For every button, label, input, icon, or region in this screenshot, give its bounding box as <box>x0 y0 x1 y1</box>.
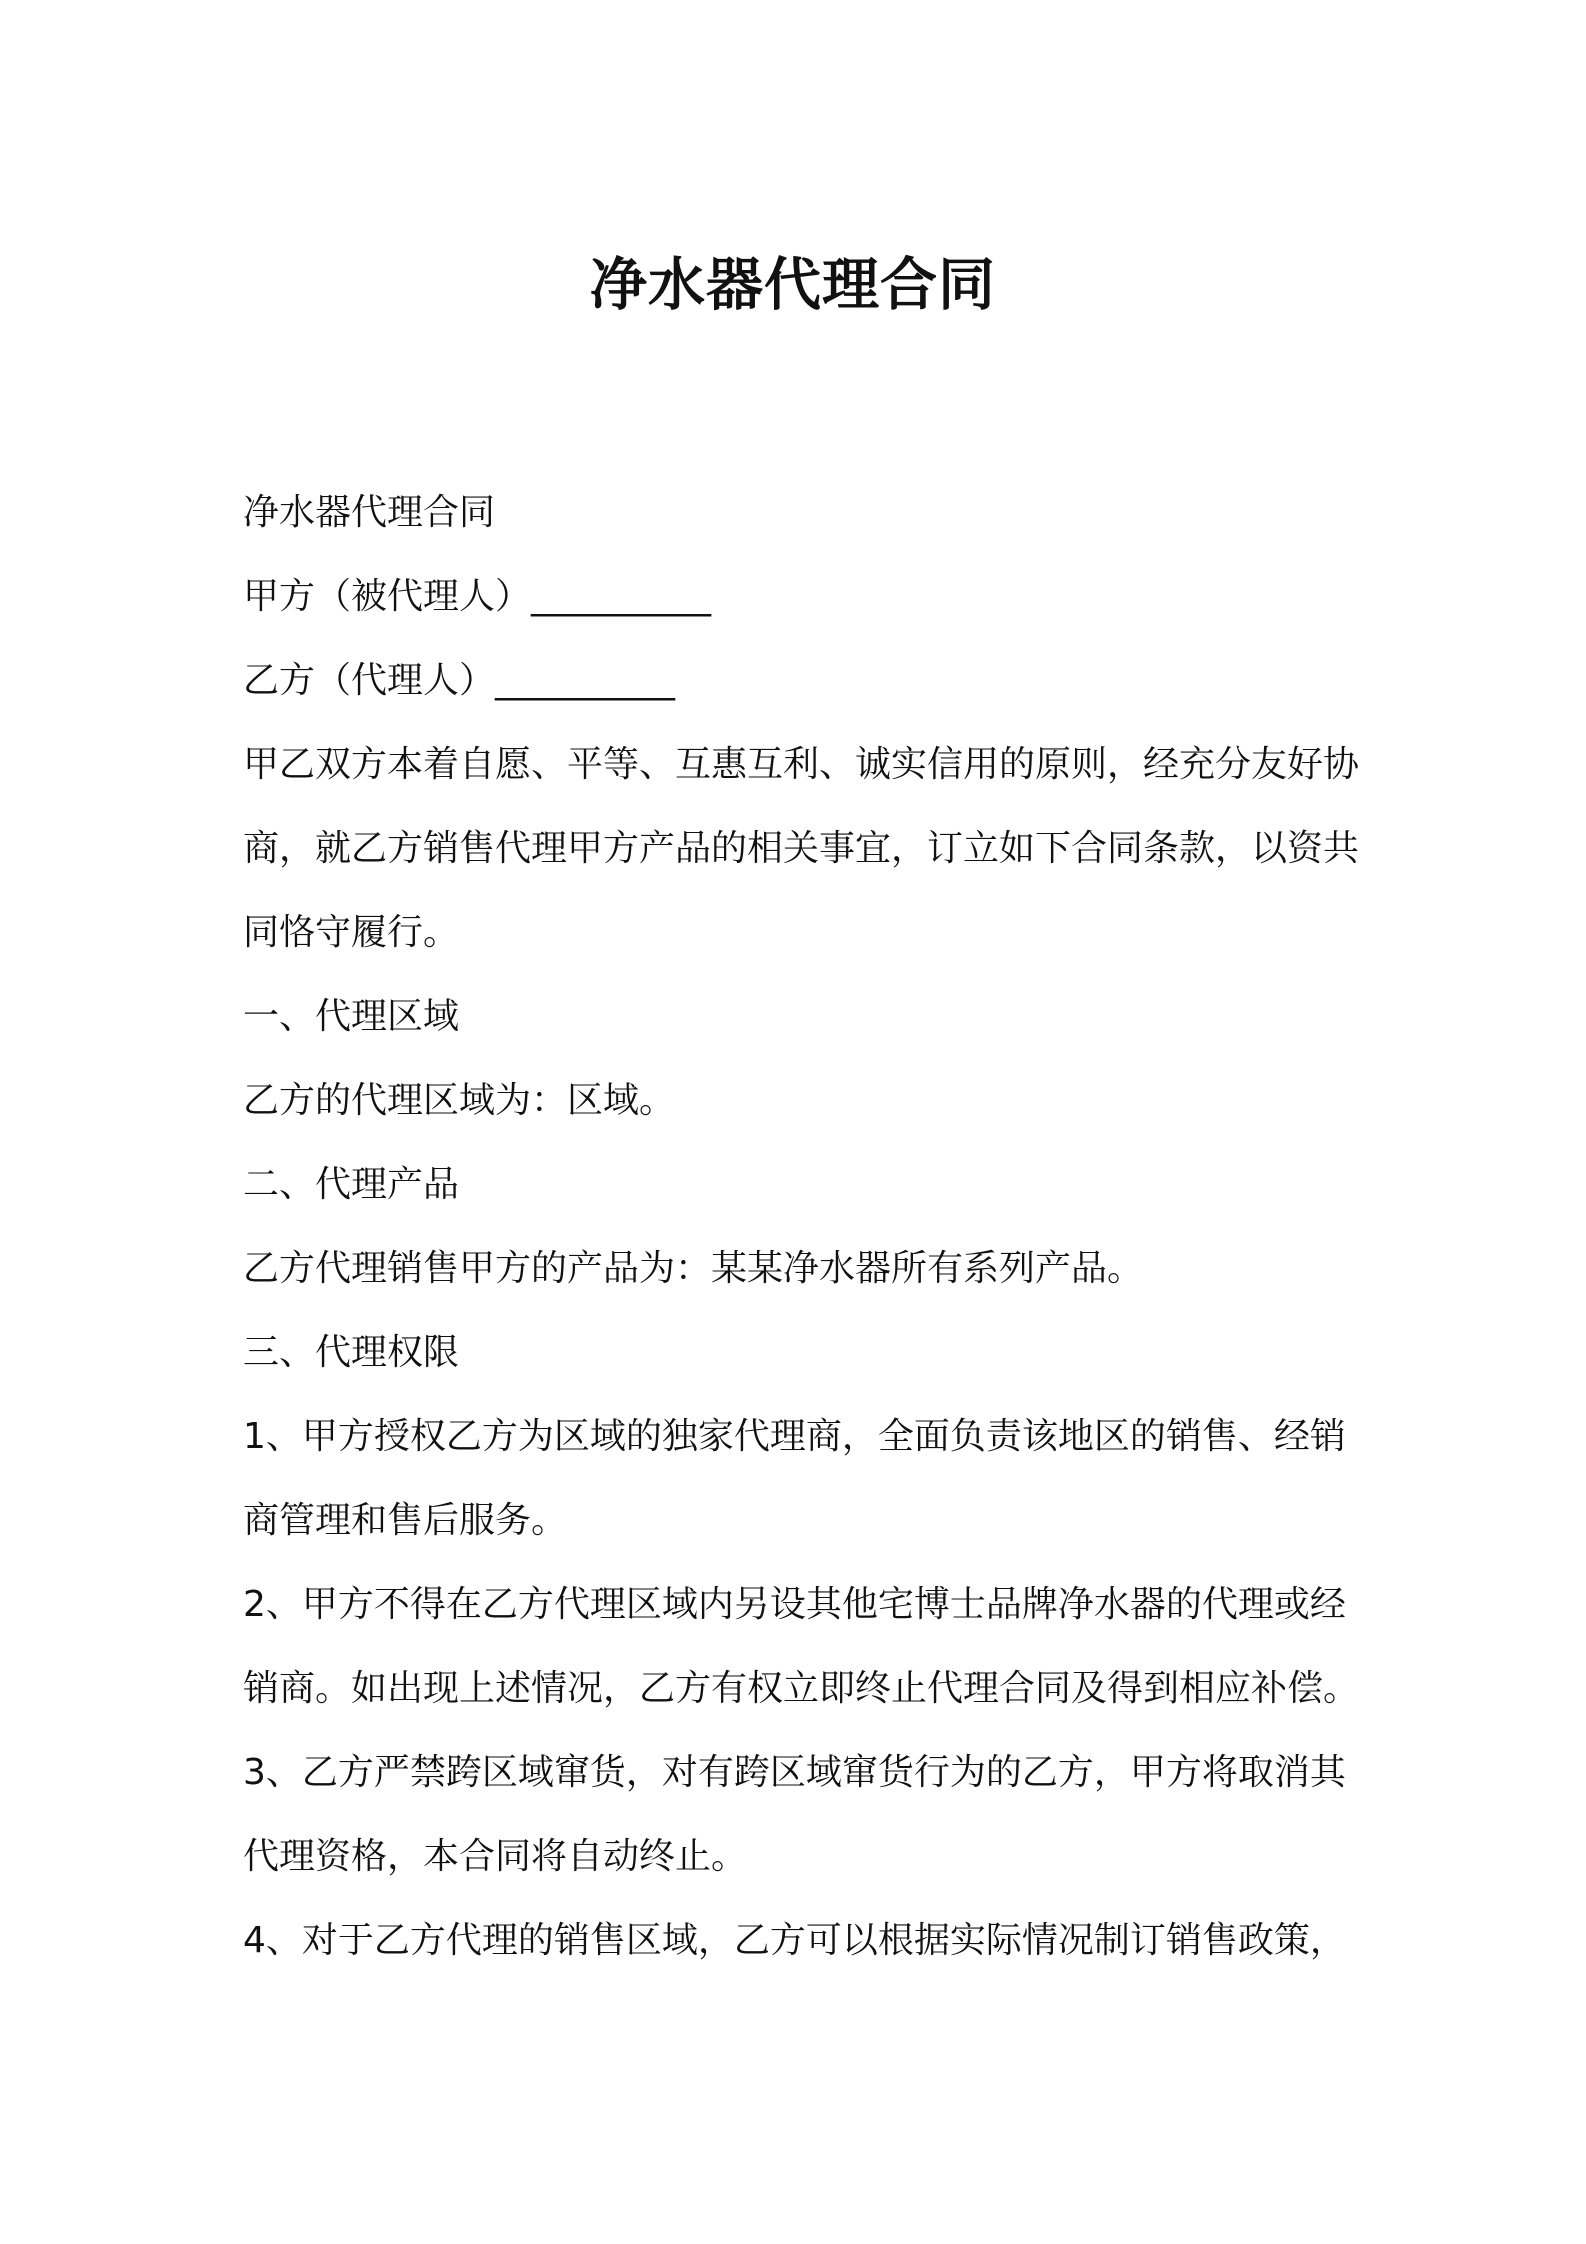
section-heading-agency-authority: 三、代理权限 <box>243 1332 460 1373</box>
document-body <box>243 471 1373 1983</box>
subtitle-line: 净水器代理合同 <box>243 492 496 533</box>
agency-products-paragraph: 乙方代理销售甲方的产品为：某某净水器所有系列产品。 <box>243 1248 1144 1289</box>
section-heading-agency-area: 一、代理区域 <box>243 996 460 1037</box>
party-a-line: 甲方（被代理人）__________ <box>243 576 712 617</box>
authority-clause-1: 1、甲方授权乙方为区域的独家代理商，全面负责该地区的销售、经销商管理和售后服务。 <box>243 1416 1346 1541</box>
preamble-paragraph: 甲乙双方本着自愿、平等、互惠互利、诚实信用的原则，经充分友好协商，就乙方销售代理甲方产品的相关事宜，订立如下合同条款，以资共同恪守履行。 <box>243 744 1360 953</box>
party-b-line: 乙方（代理人）__________ <box>243 660 676 701</box>
authority-clause-3: 3、乙方严禁跨区域窜货，对有跨区域窜货行为的乙方，甲方将取消其代理资格，本合同将自动终止。 <box>243 1752 1346 1877</box>
authority-clause-4: 4、对于乙方代理的销售区域，乙方可以根据实际情况制订销售政策， <box>243 1920 1346 1961</box>
authority-clause-2: 2、甲方不得在乙方代理区域内另设其他宅博士品牌净水器的代理或经销商。如出现上述情况，乙方有权立即终止代理合同及得到相应补偿。 <box>243 1584 1360 1709</box>
document-title: 净水器代理合同 <box>590 252 996 318</box>
section-heading-agency-products: 二、代理产品 <box>243 1164 460 1205</box>
agency-area-paragraph: 乙方的代理区域为：区域。 <box>243 1080 676 1121</box>
